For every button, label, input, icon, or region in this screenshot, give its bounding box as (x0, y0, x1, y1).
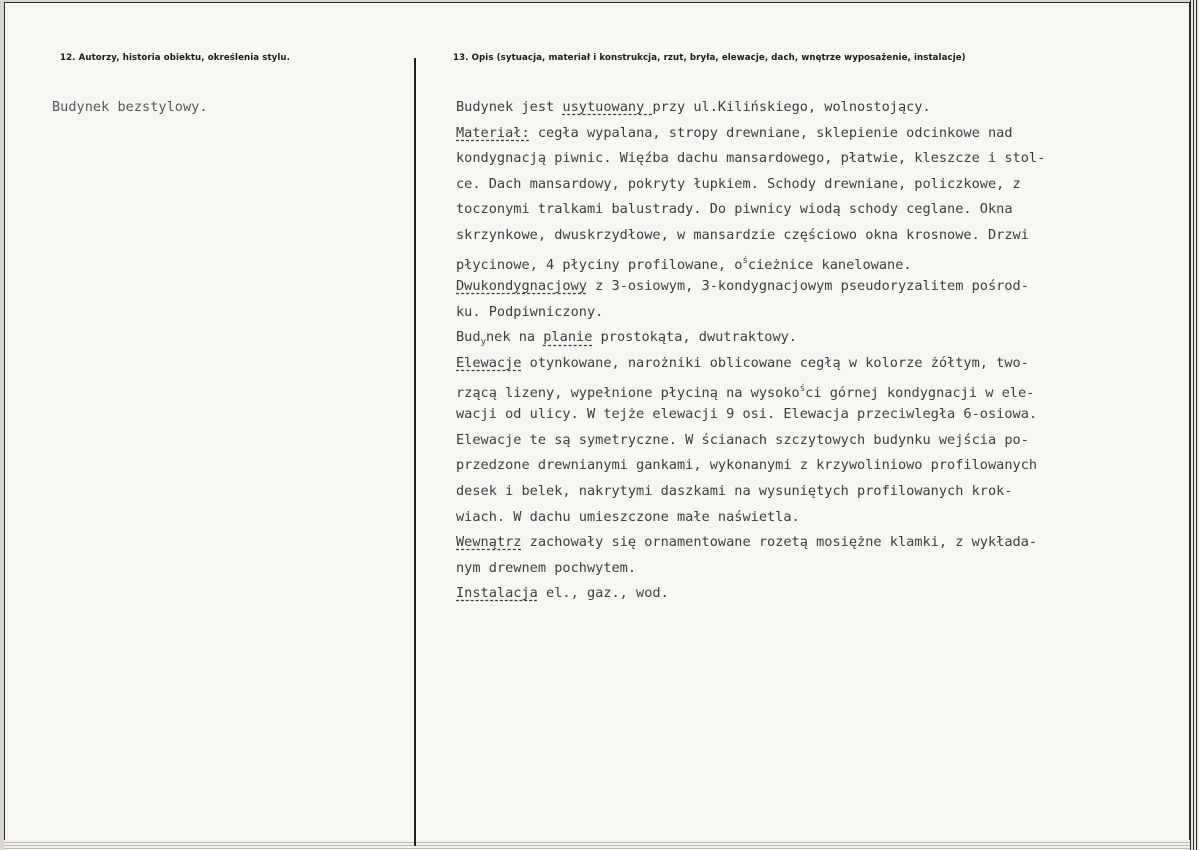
text-segment: ś (742, 255, 748, 266)
text-segment: rzącą lizeny, wypełnione płyciną na wysoko (456, 384, 800, 401)
text-segment: przedzone drewnianymi gankami, wykonanymi z krzywoliniowo profilowanych (456, 457, 1038, 474)
field-12-header: 12. Autorzy, historia obiektu, określenia stylu. (60, 53, 291, 63)
text-segment: toczonymi tralkami balustrady. Do piwnicy wiodą schody ceglane. Okna (456, 201, 1013, 218)
description-line (456, 351, 1184, 377)
text-segment: wiach. W dachu umieszczone małe naświetla. (456, 508, 800, 525)
description-line (456, 172, 1184, 198)
description-line (456, 428, 1184, 454)
binder-edge (1190, 0, 1199, 850)
text-segment: el., gaz., wod. (537, 585, 669, 602)
description-line (456, 453, 1184, 479)
underlined-term: Elewacje (456, 354, 522, 371)
description-line (456, 479, 1184, 505)
underlined-term: Materiał: (456, 124, 530, 141)
description-line (456, 197, 1184, 223)
underlined-term: usytuowany (562, 99, 653, 115)
field-13-header: 13. Opis (sytuacja, materiał i konstrukcja, rzut, bryła, elewacje, dach, wnętrze wyposażenie, instalacje) (453, 53, 966, 63)
building-description (456, 95, 1184, 607)
description-line (456, 300, 1184, 326)
text-segment: kondygnacją piwnic. Więźba dachu mansardowego, płatwie, kleszcze i stol- (456, 150, 1046, 167)
description-line (456, 505, 1184, 531)
underlined-term: Wewnątrz (456, 534, 522, 551)
text-segment: otynkowane, narożniki oblicowane cegłą w kolorze żółtym, two- (521, 354, 1029, 371)
paper-stack-edge (4, 840, 1190, 850)
underlined-term: Instalacja (456, 585, 538, 602)
text-segment: desek i belek, nakrytymi daszkami na wysuniętych profilowanych krok- (456, 482, 1013, 499)
description-line (456, 121, 1184, 147)
text-segment: z 3-osiowym, 3-kondygnacjowym pseudoryzalitem pośrod- (586, 278, 1029, 295)
underlined-term: Dwukondygnacjowy (456, 278, 587, 295)
text-segment: Budynek jest (456, 99, 563, 115)
column-divider (414, 58, 416, 846)
text-segment: ce. Dach mansardowy, pokryty łupkiem. Schody drewniane, policzkowe, z (456, 175, 1021, 192)
text-segment: ś (799, 383, 806, 394)
text-segment: przy ul.Kilińskiego, wolnostojący. (652, 99, 931, 115)
description-line (456, 95, 1184, 121)
text-segment: nek na (485, 329, 544, 346)
description-line (456, 325, 1184, 351)
description-line (456, 223, 1184, 249)
description-line (456, 274, 1184, 300)
text-segment: nym drewnem pochwytem. (456, 559, 637, 576)
text-segment: Bud (456, 329, 481, 346)
text-segment: zachowały się ornamentowane rozetą mosiężne klamki, z wykłada- (521, 534, 1038, 551)
description-line (456, 402, 1184, 428)
description-line (456, 377, 1184, 403)
description-line (456, 581, 1184, 607)
description-line (456, 530, 1184, 556)
text-segment: cegła wypalana, stropy drewniane, sklepienie odcinkowe nad (529, 124, 1013, 141)
text-segment: Elewacje te są symetryczne. W ścianach szczytowych budynku wejścia po- (456, 431, 1029, 448)
text-segment: y (480, 337, 486, 348)
text-segment: ku. Podpiwniczony. (456, 303, 604, 320)
underlined-term: planie (543, 329, 593, 346)
style-description: Budynek bezstylowy. (52, 99, 208, 115)
text-segment: ci górnej kondygnacji w ele- (805, 384, 1035, 401)
text-segment: prostokąta, dwutraktowy. (592, 329, 797, 346)
description-line (456, 249, 1184, 275)
description-line (456, 556, 1184, 582)
text-segment: cieżnice kanelowane. (747, 256, 912, 273)
description-line (456, 146, 1184, 172)
text-segment: płycinowe, 4 płyciny profilowane, o (456, 256, 743, 273)
text-segment: wacji od ulicy. W tejże elewacji 9 osi. Elewacja przeciwległa 6-osiowa. (456, 406, 1038, 423)
text-segment: skrzynkowe, dwuskrzydłowe, w mansardzie częściowo okna krosnowe. Drzwi (456, 226, 1029, 243)
